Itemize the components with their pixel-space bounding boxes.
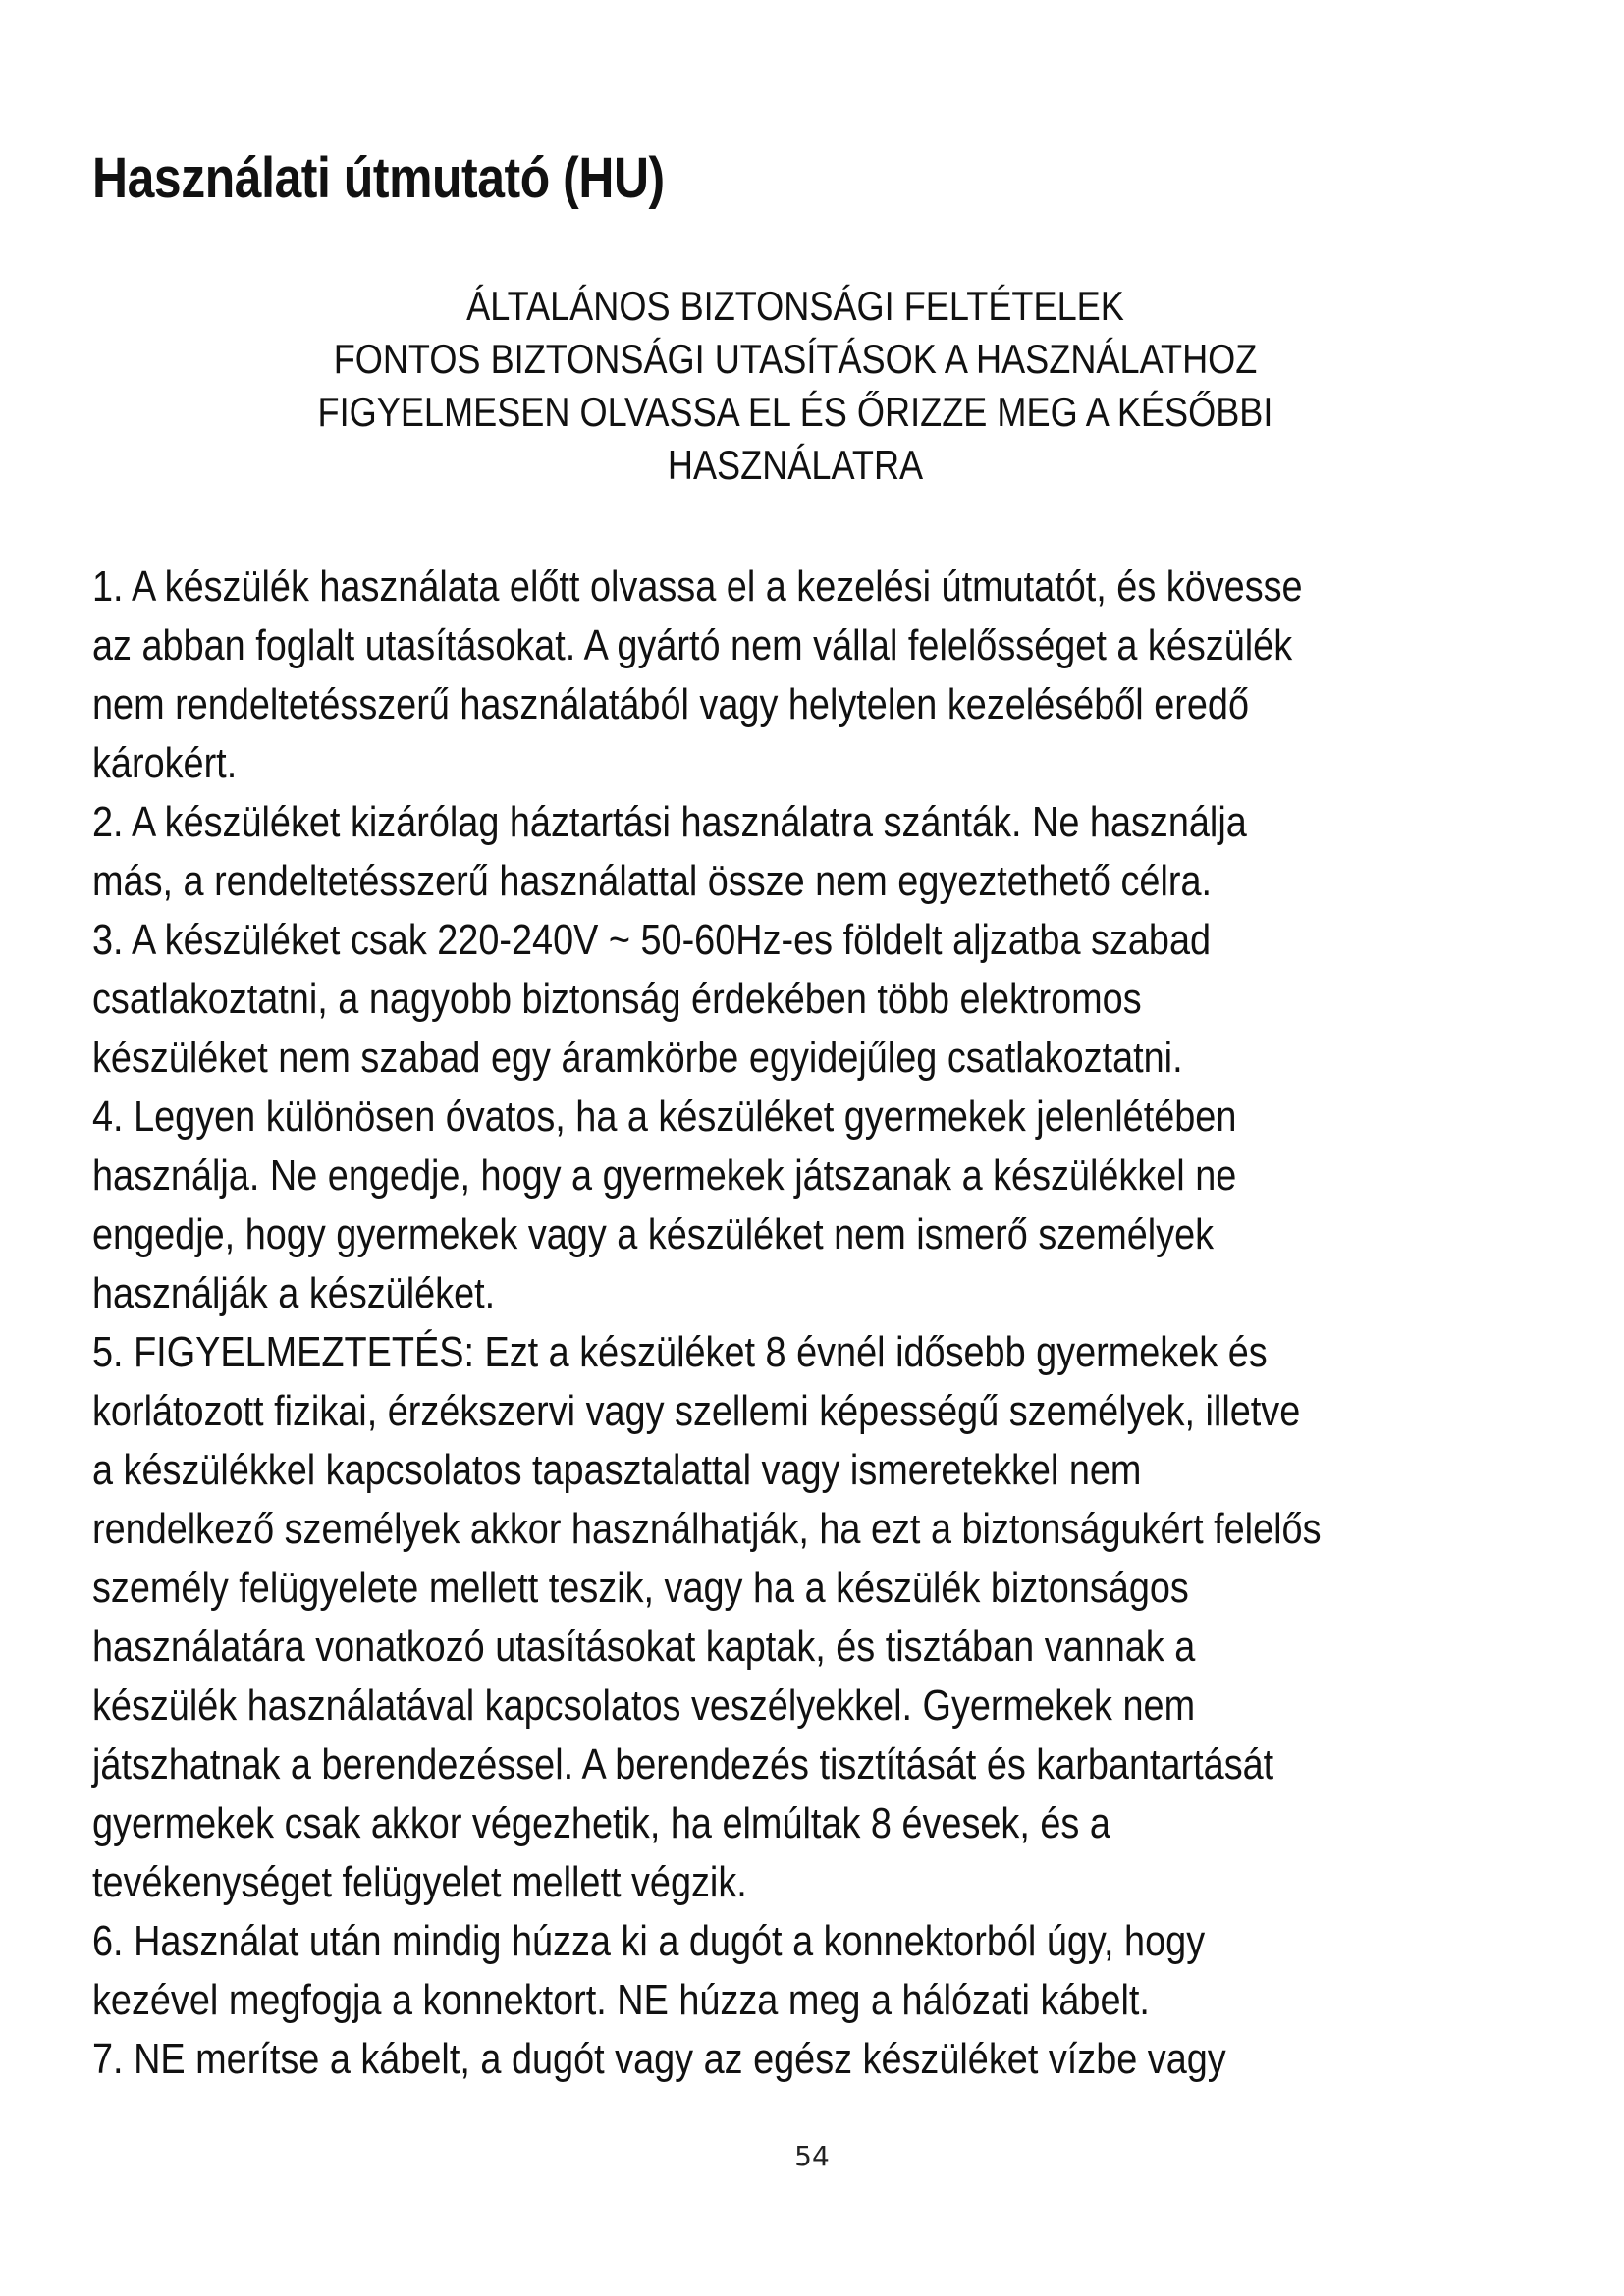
- instruction-line: 7. NE merítse a kábelt, a dugót vagy az egész készüléket vízbe vagy: [92, 2035, 1226, 2083]
- instruction-item-5: [92, 1323, 1526, 1912]
- instruction-line: 3. A készüléket csak 220-240V ~ 50-60Hz-es földelt aljzatba szabad: [92, 916, 1212, 964]
- instruction-line: 1. A készülék használata előtt olvassa el a kezelési útmutatót, és kövesse: [92, 562, 1303, 611]
- safety-instructions-list: [92, 558, 1526, 2089]
- instruction-line: készülék használatával kapcsolatos veszélyekkel. Gyermekek nem: [92, 1682, 1196, 1730]
- instruction-line: készüléket nem szabad egy áramkörbe egyidejűleg csatlakoztatni.: [92, 1034, 1183, 1082]
- instruction-line: 6. Használat után mindig húzza ki a dugót a konnektorból úgy, hogy: [92, 1917, 1206, 1965]
- instruction-line: károkért.: [92, 739, 238, 787]
- instruction-line: tevékenységet felügyelet mellett végzik.: [92, 1858, 747, 1906]
- instruction-item-4: [92, 1088, 1526, 1323]
- instruction-line: rendelkező személyek akkor használhatják, ha ezt a biztonságukért felelős: [92, 1505, 1322, 1553]
- instruction-line: kezével megfogja a konnektort. NE húzza meg a hálózati kábelt.: [92, 1976, 1150, 2024]
- safety-heading-line: FIGYELMESEN OLVASSA EL ÉS ŐRIZZE MEG A KÉSŐBBI: [317, 389, 1273, 435]
- page-number: 54: [794, 2140, 830, 2172]
- safety-heading-line: HASZNÁLATRA: [667, 442, 924, 488]
- instruction-item-2: [92, 793, 1526, 911]
- instruction-item-6: [92, 1912, 1526, 2030]
- instruction-line: csatlakoztatni, a nagyobb biztonság érdekében több elektromos: [92, 975, 1142, 1023]
- safety-heading-line: ÁLTALÁNOS BIZTONSÁGI FELTÉTELEK: [466, 283, 1124, 329]
- instruction-item-3: [92, 911, 1526, 1088]
- instruction-line: játszhatnak a berendezéssel. A berendezés tisztítását és karbantartását: [92, 1740, 1274, 1789]
- instruction-line: használják a készüléket.: [92, 1269, 496, 1317]
- instruction-line: személy felügyelete mellett teszik, vagy ha a készülék biztonságos: [92, 1564, 1189, 1612]
- instruction-line: 5. FIGYELMEZTETÉS: Ezt a készüléket 8 évnél idősebb gyermekek és: [92, 1328, 1268, 1376]
- instruction-line: a készülékkel kapcsolatos tapasztalattal vagy ismeretekkel nem: [92, 1446, 1142, 1494]
- instruction-line: nem rendeltetésszerű használatából vagy helytelen kezeléséből eredő: [92, 680, 1249, 728]
- instruction-line: más, a rendeltetésszerű használattal össze nem egyeztethető célra.: [92, 857, 1213, 905]
- instruction-line: engedje, hogy gyermekek vagy a készüléket nem ismerő személyek: [92, 1210, 1215, 1258]
- safety-heading: [157, 280, 1434, 492]
- page-title: Használati útmutató (HU): [92, 146, 665, 210]
- instruction-item-7: [92, 2030, 1526, 2089]
- safety-heading-line: FONTOS BIZTONSÁGI UTASÍTÁSOK A HASZNÁLATHOZ: [333, 336, 1258, 382]
- instruction-item-1: [92, 558, 1526, 793]
- instruction-line: korlátozott fizikai, érzékszervi vagy szellemi képességű személyek, illetve: [92, 1387, 1301, 1435]
- instruction-line: használja. Ne engedje, hogy a gyermekek játszanak a készülékkel ne: [92, 1151, 1237, 1200]
- instruction-line: gyermekek csak akkor végezhetik, ha elmúltak 8 évesek, és a: [92, 1799, 1110, 1847]
- instruction-line: használatára vonatkozó utasításokat kaptak, és tisztában vannak a: [92, 1623, 1196, 1671]
- instruction-line: 2. A készüléket kizárólag háztartási használatra szánták. Ne használja: [92, 798, 1247, 846]
- instruction-line: az abban foglalt utasításokat. A gyártó nem vállal felelősséget a készülék: [92, 621, 1293, 669]
- instruction-line: 4. Legyen különösen óvatos, ha a készüléket gyermekek jelenlétében: [92, 1093, 1237, 1141]
